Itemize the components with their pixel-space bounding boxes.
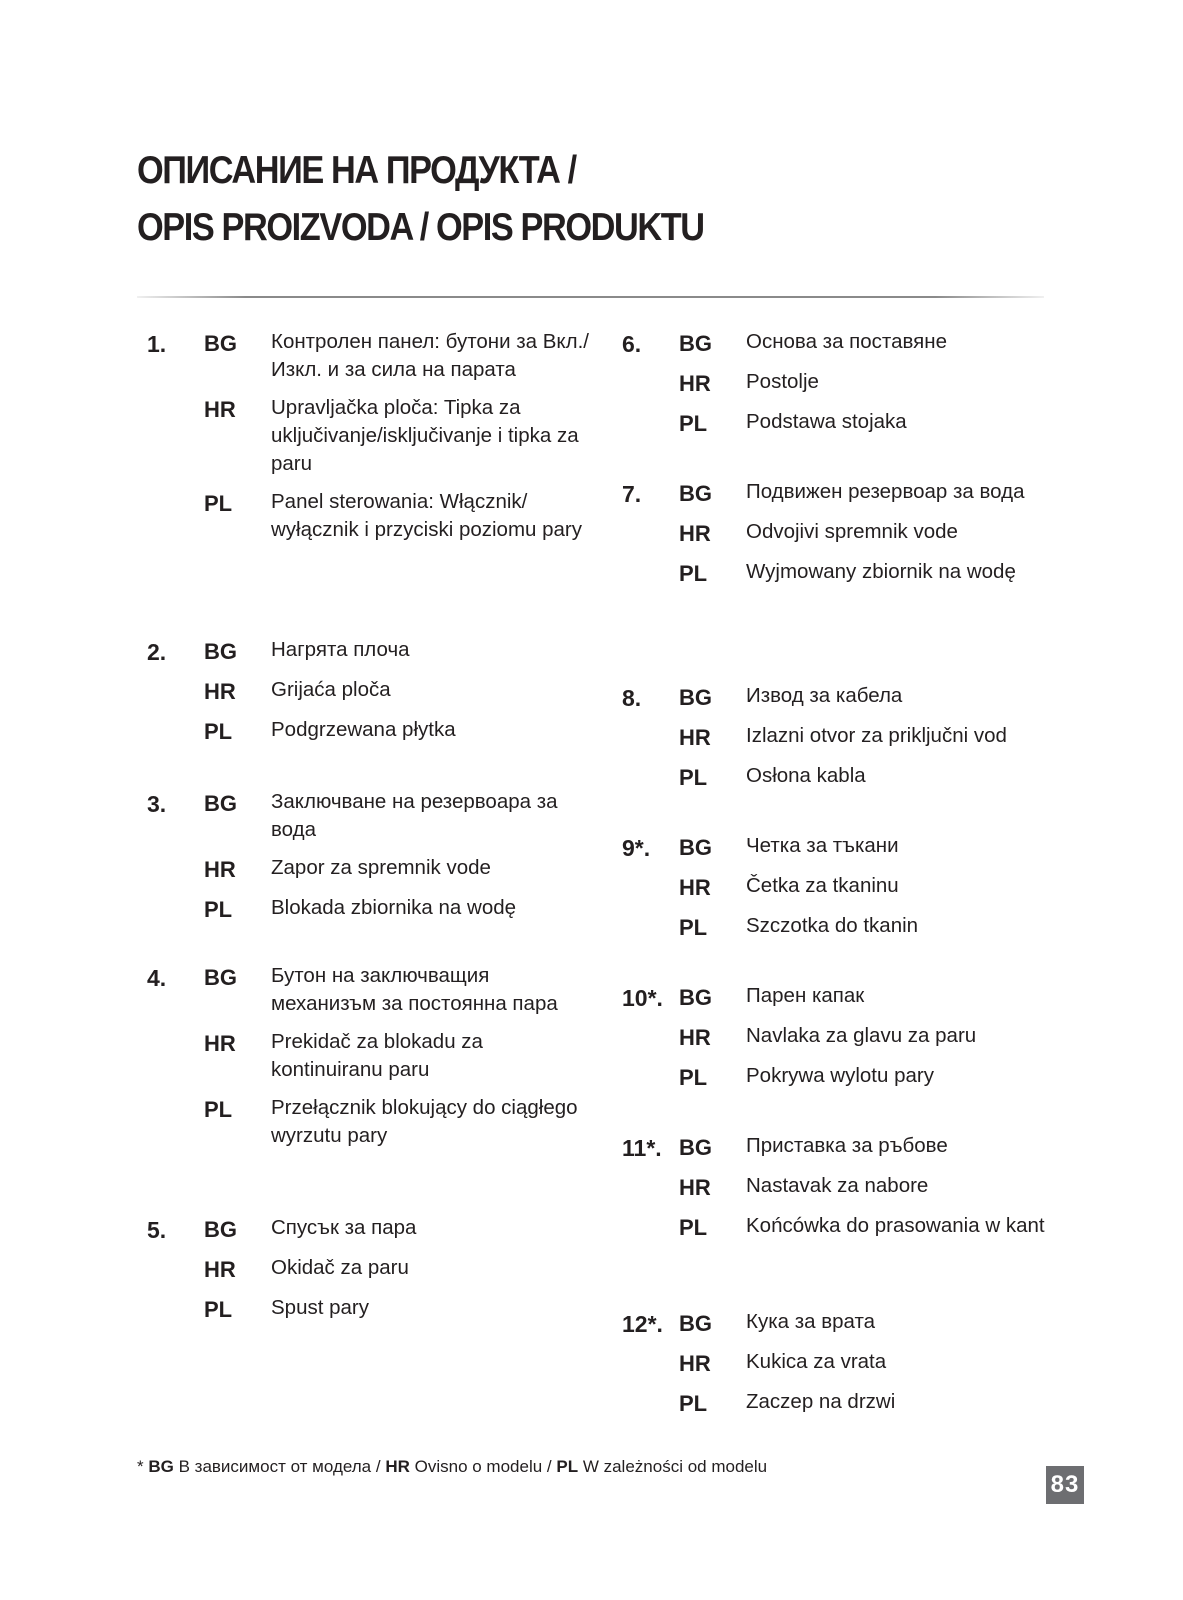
list-item (137, 636, 597, 756)
language-entry (204, 676, 597, 706)
part-description: Okidač za paru (271, 1256, 409, 1279)
list-item (137, 788, 597, 934)
part-description: Wyjmowany zbiornik na wodę (746, 560, 1016, 583)
language-code: BG (204, 791, 237, 816)
footnote-hr-code: HR (385, 1457, 410, 1476)
language-code: PL (204, 1097, 233, 1122)
part-description: Контролен панел: бутони за Вкл./Изкл. и за сила на парата (271, 330, 589, 381)
item-entries (679, 682, 1072, 802)
part-description: Приставка за ръбове (746, 1134, 948, 1157)
item-number: 2. (147, 639, 167, 665)
part-description: Спусък за пара (271, 1216, 417, 1239)
language-entry (204, 894, 597, 924)
language-entry (679, 1388, 1072, 1418)
language-entry (204, 328, 597, 384)
language-code: HR (679, 725, 711, 750)
list-item (612, 982, 1072, 1102)
list-item (612, 1308, 1072, 1428)
item-number: 12*. (622, 1311, 663, 1337)
language-code: BG (679, 481, 712, 506)
list-item (137, 962, 597, 1160)
item-number: 11*. (622, 1135, 662, 1161)
language-entry (204, 1094, 597, 1150)
list-item (612, 478, 1072, 598)
language-entry (679, 872, 1072, 902)
part-description: Извод за кабела (746, 684, 903, 707)
part-description: Kukica za vrata (746, 1350, 887, 1373)
language-entry (204, 488, 597, 544)
part-description: Nastavak za nabore (746, 1174, 929, 1197)
part-description: Четка за тъкани (746, 834, 899, 857)
language-entry (679, 1308, 1072, 1338)
language-code: PL (204, 719, 233, 744)
language-entry (204, 394, 597, 478)
page-title-line-2: OPIS PROIZVODA / OPIS PRODUKTU (137, 206, 704, 249)
language-entry (204, 716, 597, 746)
part-description: Četka za tkaninu (746, 874, 899, 897)
item-number: 7. (622, 481, 642, 507)
language-code: PL (679, 411, 708, 436)
part-description: Нагрята плоча (271, 638, 410, 661)
language-code: PL (679, 1065, 708, 1090)
part-description: Pokrywa wylotu pary (746, 1064, 934, 1087)
language-entry (679, 368, 1072, 398)
item-number: 5. (147, 1217, 167, 1243)
language-entry (679, 832, 1072, 862)
language-code: HR (679, 521, 711, 546)
language-code: BG (204, 331, 237, 356)
part-description: Кука за врата (746, 1310, 876, 1333)
footnote-bg-code: BG (148, 1457, 174, 1476)
language-entry (204, 1214, 597, 1244)
language-entry (204, 1294, 597, 1324)
language-entry (204, 1028, 597, 1084)
item-number: 10*. (622, 985, 663, 1011)
item-entries (679, 832, 1072, 952)
list-item (612, 1132, 1072, 1252)
list-item (137, 1214, 597, 1334)
list-item (137, 328, 597, 554)
language-code: BG (204, 639, 237, 664)
page-title-line-1: ОПИСАНИЕ НА ПРОДУКТА / (137, 149, 576, 192)
language-code: BG (679, 1135, 712, 1160)
language-code: BG (679, 985, 712, 1010)
item-entries (204, 328, 597, 554)
item-entries (679, 982, 1072, 1102)
part-description: Upravljačka ploča: Tipka za uključivanje/isključivanje i tipka za paru (271, 396, 579, 475)
language-entry (204, 788, 597, 844)
language-code: PL (679, 915, 708, 940)
part-description: Przełącznik blokujący do ciągłego wyrzutu pary (271, 1096, 578, 1147)
footnote-star: * (137, 1457, 144, 1476)
language-entry (679, 558, 1072, 588)
language-entry (679, 518, 1072, 548)
item-number: 9*. (622, 835, 651, 861)
part-description: Prekidač za blokadu za kontinuiranu paru (271, 1030, 483, 1081)
part-description: Osłona kabla (746, 764, 866, 787)
part-description: Blokada zbiornika na wodę (271, 896, 517, 919)
footnote-bg-text: В зависимост от модела / (178, 1457, 381, 1476)
language-code: BG (679, 835, 712, 860)
language-code: PL (204, 1297, 233, 1322)
language-code: HR (204, 1257, 236, 1282)
item-entries (204, 1214, 597, 1334)
part-description: Panel sterowania: Włącznik/ wyłącznik i przyciski poziomu pary (271, 490, 583, 541)
language-entry (679, 1212, 1072, 1242)
part-description: Zaczep na drzwi (746, 1390, 896, 1413)
item-entries (204, 788, 597, 934)
part-description: Zapor za spremnik vode (271, 856, 491, 879)
item-number: 4. (147, 965, 167, 991)
item-number: 6. (622, 331, 642, 357)
part-description: Podgrzewana płytka (271, 718, 456, 741)
language-code: HR (204, 1031, 236, 1056)
part-description: Navlaka za glavu za paru (746, 1024, 977, 1047)
part-description: Szczotka do tkanin (746, 914, 919, 937)
list-item (612, 832, 1072, 952)
title-divider (137, 296, 1044, 298)
list-item (612, 328, 1072, 448)
part-description: Заключване на резервоара за вода (271, 790, 558, 841)
part-description: Podstawa stojaka (746, 410, 907, 433)
language-entry (679, 982, 1072, 1012)
language-code: HR (204, 397, 236, 422)
item-entries (679, 1308, 1072, 1428)
language-code: HR (679, 371, 711, 396)
language-code: HR (204, 857, 236, 882)
language-code: HR (204, 679, 236, 704)
language-entry (679, 478, 1072, 508)
language-code: HR (679, 1175, 711, 1200)
language-entry (679, 1132, 1072, 1162)
part-description: Подвижен резервоар за вода (746, 480, 1025, 503)
language-entry (204, 636, 597, 666)
item-number: 3. (147, 791, 167, 817)
footnote-pl-code: PL (556, 1457, 579, 1476)
language-entry (679, 912, 1072, 942)
language-code: HR (679, 1025, 711, 1050)
part-description: Postolje (746, 370, 819, 393)
footnote-hr-text: Ovisno o modelu / (414, 1457, 552, 1476)
language-code: HR (679, 1351, 711, 1376)
item-number: 1. (147, 331, 167, 357)
item-entries (679, 478, 1072, 598)
part-description: Końcówka do prasowania w kant (746, 1214, 1045, 1237)
language-code: PL (679, 1391, 708, 1416)
language-entry (679, 408, 1072, 438)
language-entry (204, 1254, 597, 1284)
item-entries (204, 636, 597, 756)
language-code: PL (204, 491, 233, 516)
language-code: PL (679, 765, 708, 790)
part-description: Spust pary (271, 1296, 369, 1319)
part-description: Odvojivi spremnik vode (746, 520, 958, 543)
part-description: Парен капак (746, 984, 865, 1007)
item-entries (679, 1132, 1072, 1252)
language-entry (679, 328, 1072, 358)
page-title (137, 142, 704, 256)
language-entry (679, 1022, 1072, 1052)
language-code: PL (679, 1215, 708, 1240)
language-code: BG (679, 685, 712, 710)
language-code: BG (679, 331, 712, 356)
part-description: Izlazni otvor za priključni vod (746, 724, 1007, 747)
language-code: BG (204, 965, 237, 990)
part-description: Grijaća ploča (271, 678, 391, 701)
language-code: BG (204, 1217, 237, 1242)
page-number: 83 (1046, 1466, 1084, 1504)
language-entry (679, 762, 1072, 792)
list-item (612, 682, 1072, 802)
language-code: PL (679, 561, 708, 586)
part-description: Бутон на заключващия механизъм за постоянна пара (271, 964, 558, 1015)
language-code: HR (679, 875, 711, 900)
language-code: BG (679, 1311, 712, 1336)
footnote-pl-text: W zależności od modelu (582, 1457, 768, 1476)
language-entry (679, 1062, 1072, 1092)
item-number: 8. (622, 685, 642, 711)
language-entry (679, 1172, 1072, 1202)
language-entry (679, 1348, 1072, 1378)
language-entry (204, 854, 597, 884)
language-entry (204, 962, 597, 1018)
footnote (137, 1455, 767, 1479)
language-entry (679, 722, 1072, 752)
language-code: PL (204, 897, 233, 922)
item-entries (204, 962, 597, 1160)
language-entry (679, 682, 1072, 712)
part-description: Основа за поставяне (746, 330, 947, 353)
item-entries (679, 328, 1072, 448)
